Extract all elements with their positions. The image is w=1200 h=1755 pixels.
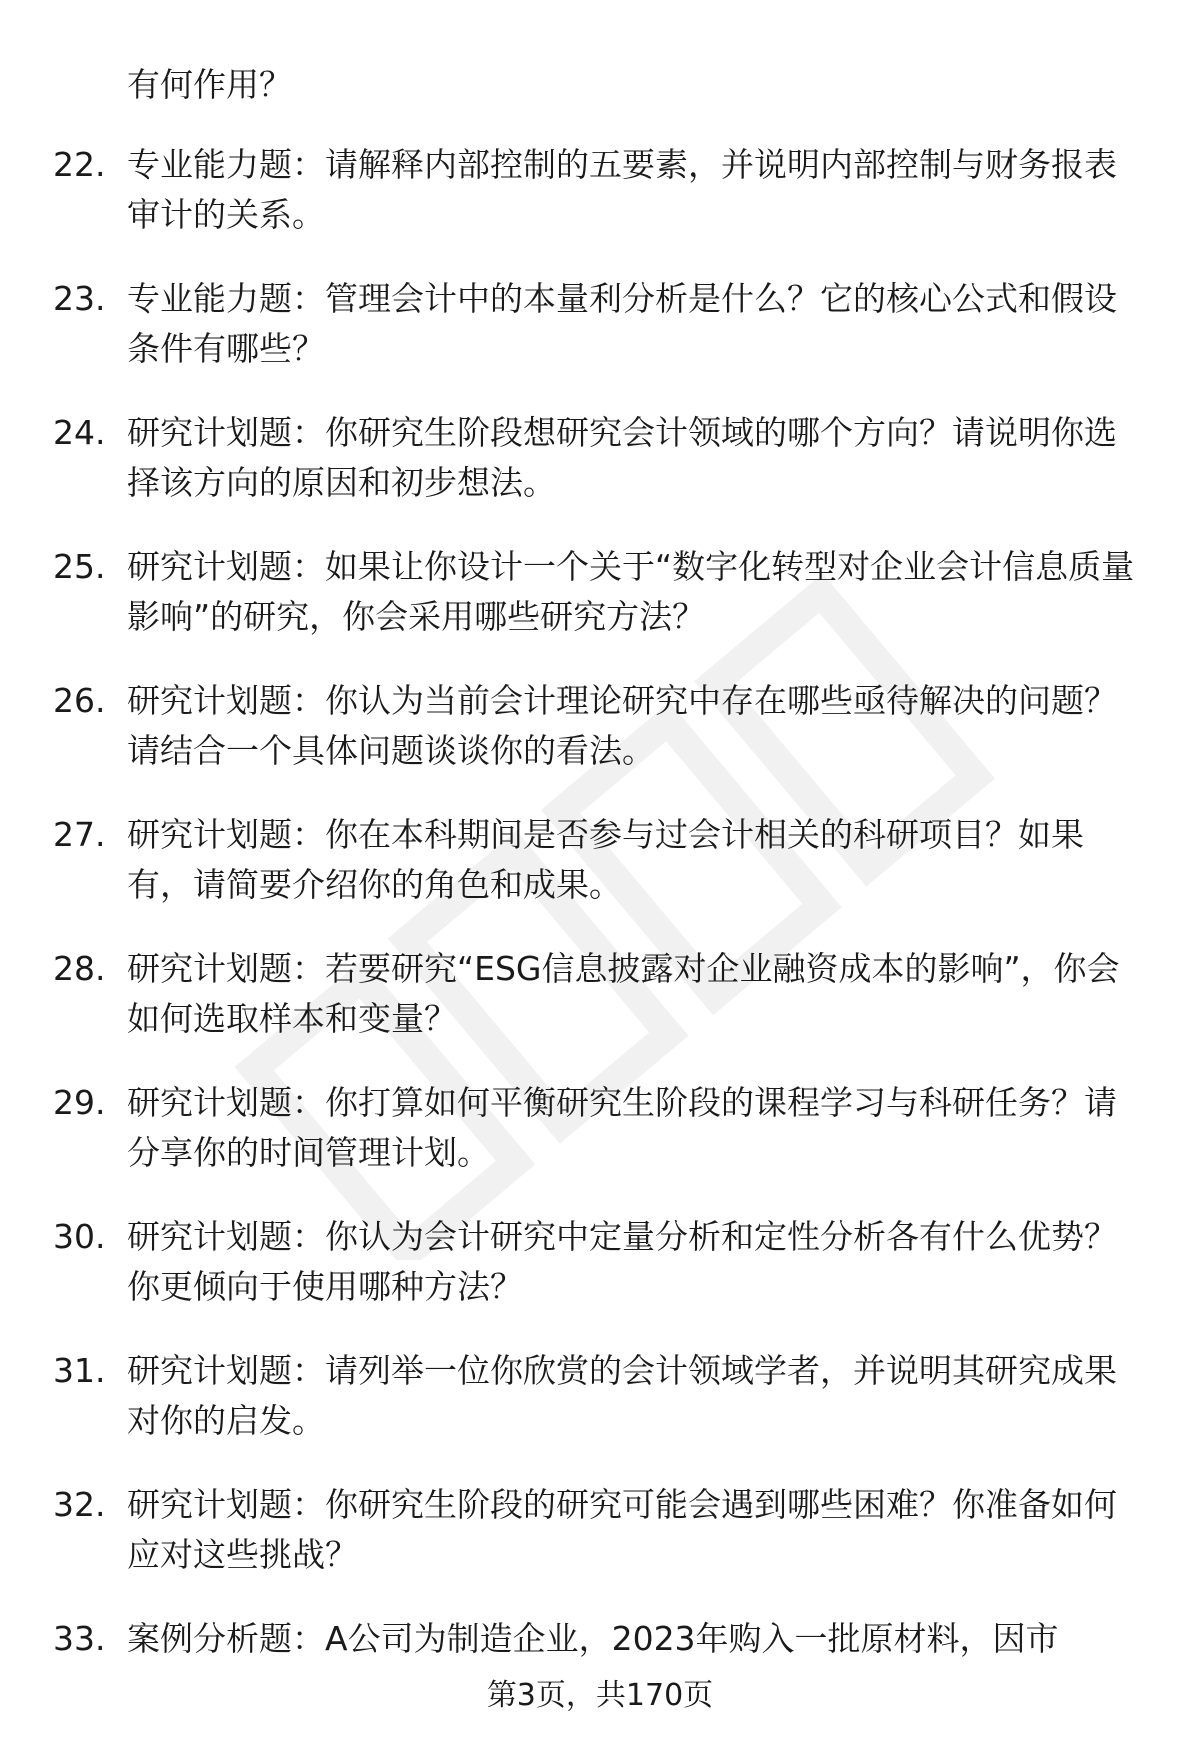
- question-item: [0, 274, 1200, 408]
- question-item: [0, 140, 1200, 274]
- question-number: 25.: [53, 547, 106, 586]
- question-number: 22.: [53, 145, 106, 184]
- question-text: 研究计划题：你研究生阶段想研究会计领域的哪个方向？请说明你选择该方向的原因和初步想法。: [127, 413, 1117, 502]
- question-number: 26.: [53, 681, 106, 720]
- question-text: 研究计划题：如果让你设计一个关于“数字化转型对企业会计信息质量影响”的研究，你会采用哪些研究方法？: [127, 547, 1135, 636]
- question-item: [0, 542, 1200, 676]
- question-item: [0, 944, 1200, 1078]
- question-text: 专业能力题：管理会计中的本量利分析是什么？它的核心公式和假设条件有哪些？: [127, 279, 1117, 368]
- question-number: 33.: [53, 1619, 106, 1658]
- question-text: 专业能力题：请解释内部控制的五要素，并说明内部控制与财务报表审计的关系。: [127, 145, 1117, 234]
- question-item: [0, 810, 1200, 944]
- question-number: 30.: [53, 1217, 106, 1256]
- question-number: 32.: [53, 1485, 106, 1524]
- question-text: 研究计划题：你打算如何平衡研究生阶段的课程学习与科研任务？请分享你的时间管理计划。: [127, 1083, 1117, 1172]
- question-number: 31.: [53, 1351, 106, 1390]
- question-text: 案例分析题：A公司为制造企业，2023年购入一批原材料，因市: [127, 1619, 1059, 1658]
- question-text: 研究计划题：你在本科期间是否参与过会计相关的科研项目？如果有，请简要介绍你的角色和成果。: [127, 815, 1084, 904]
- question-item: [0, 408, 1200, 542]
- question-list: [0, 140, 1200, 1748]
- page-footer: 第3页，共170页: [486, 1678, 714, 1713]
- question-number: 27.: [53, 815, 106, 854]
- question-number: 24.: [53, 413, 106, 452]
- question-text: 研究计划题：你研究生阶段的研究可能会遇到哪些困难？你准备如何应对这些挑战？: [127, 1485, 1117, 1574]
- question-text: 研究计划题：请列举一位你欣赏的会计领域学者，并说明其研究成果对你的启发。: [127, 1351, 1117, 1440]
- question-number: 29.: [53, 1083, 106, 1122]
- intro-line: 有何作用？: [127, 65, 292, 104]
- question-item: [0, 1212, 1200, 1346]
- question-item: [0, 676, 1200, 810]
- question-item: [0, 1078, 1200, 1212]
- question-number: 28.: [53, 949, 106, 988]
- question-number: 23.: [53, 279, 106, 318]
- question-text: 研究计划题：若要研究“ESG信息披露对企业融资成本的影响”，你会如何选取样本和变量？: [127, 949, 1120, 1038]
- question-item: [0, 1346, 1200, 1480]
- question-text: 研究计划题：你认为当前会计理论研究中存在哪些亟待解决的问题？请结合一个具体问题谈谈你的看法。: [127, 681, 1117, 770]
- question-text: 研究计划题：你认为会计研究中定量分析和定性分析各有什么优势？你更倾向于使用哪种方法？: [127, 1217, 1117, 1306]
- question-item: [0, 1480, 1200, 1614]
